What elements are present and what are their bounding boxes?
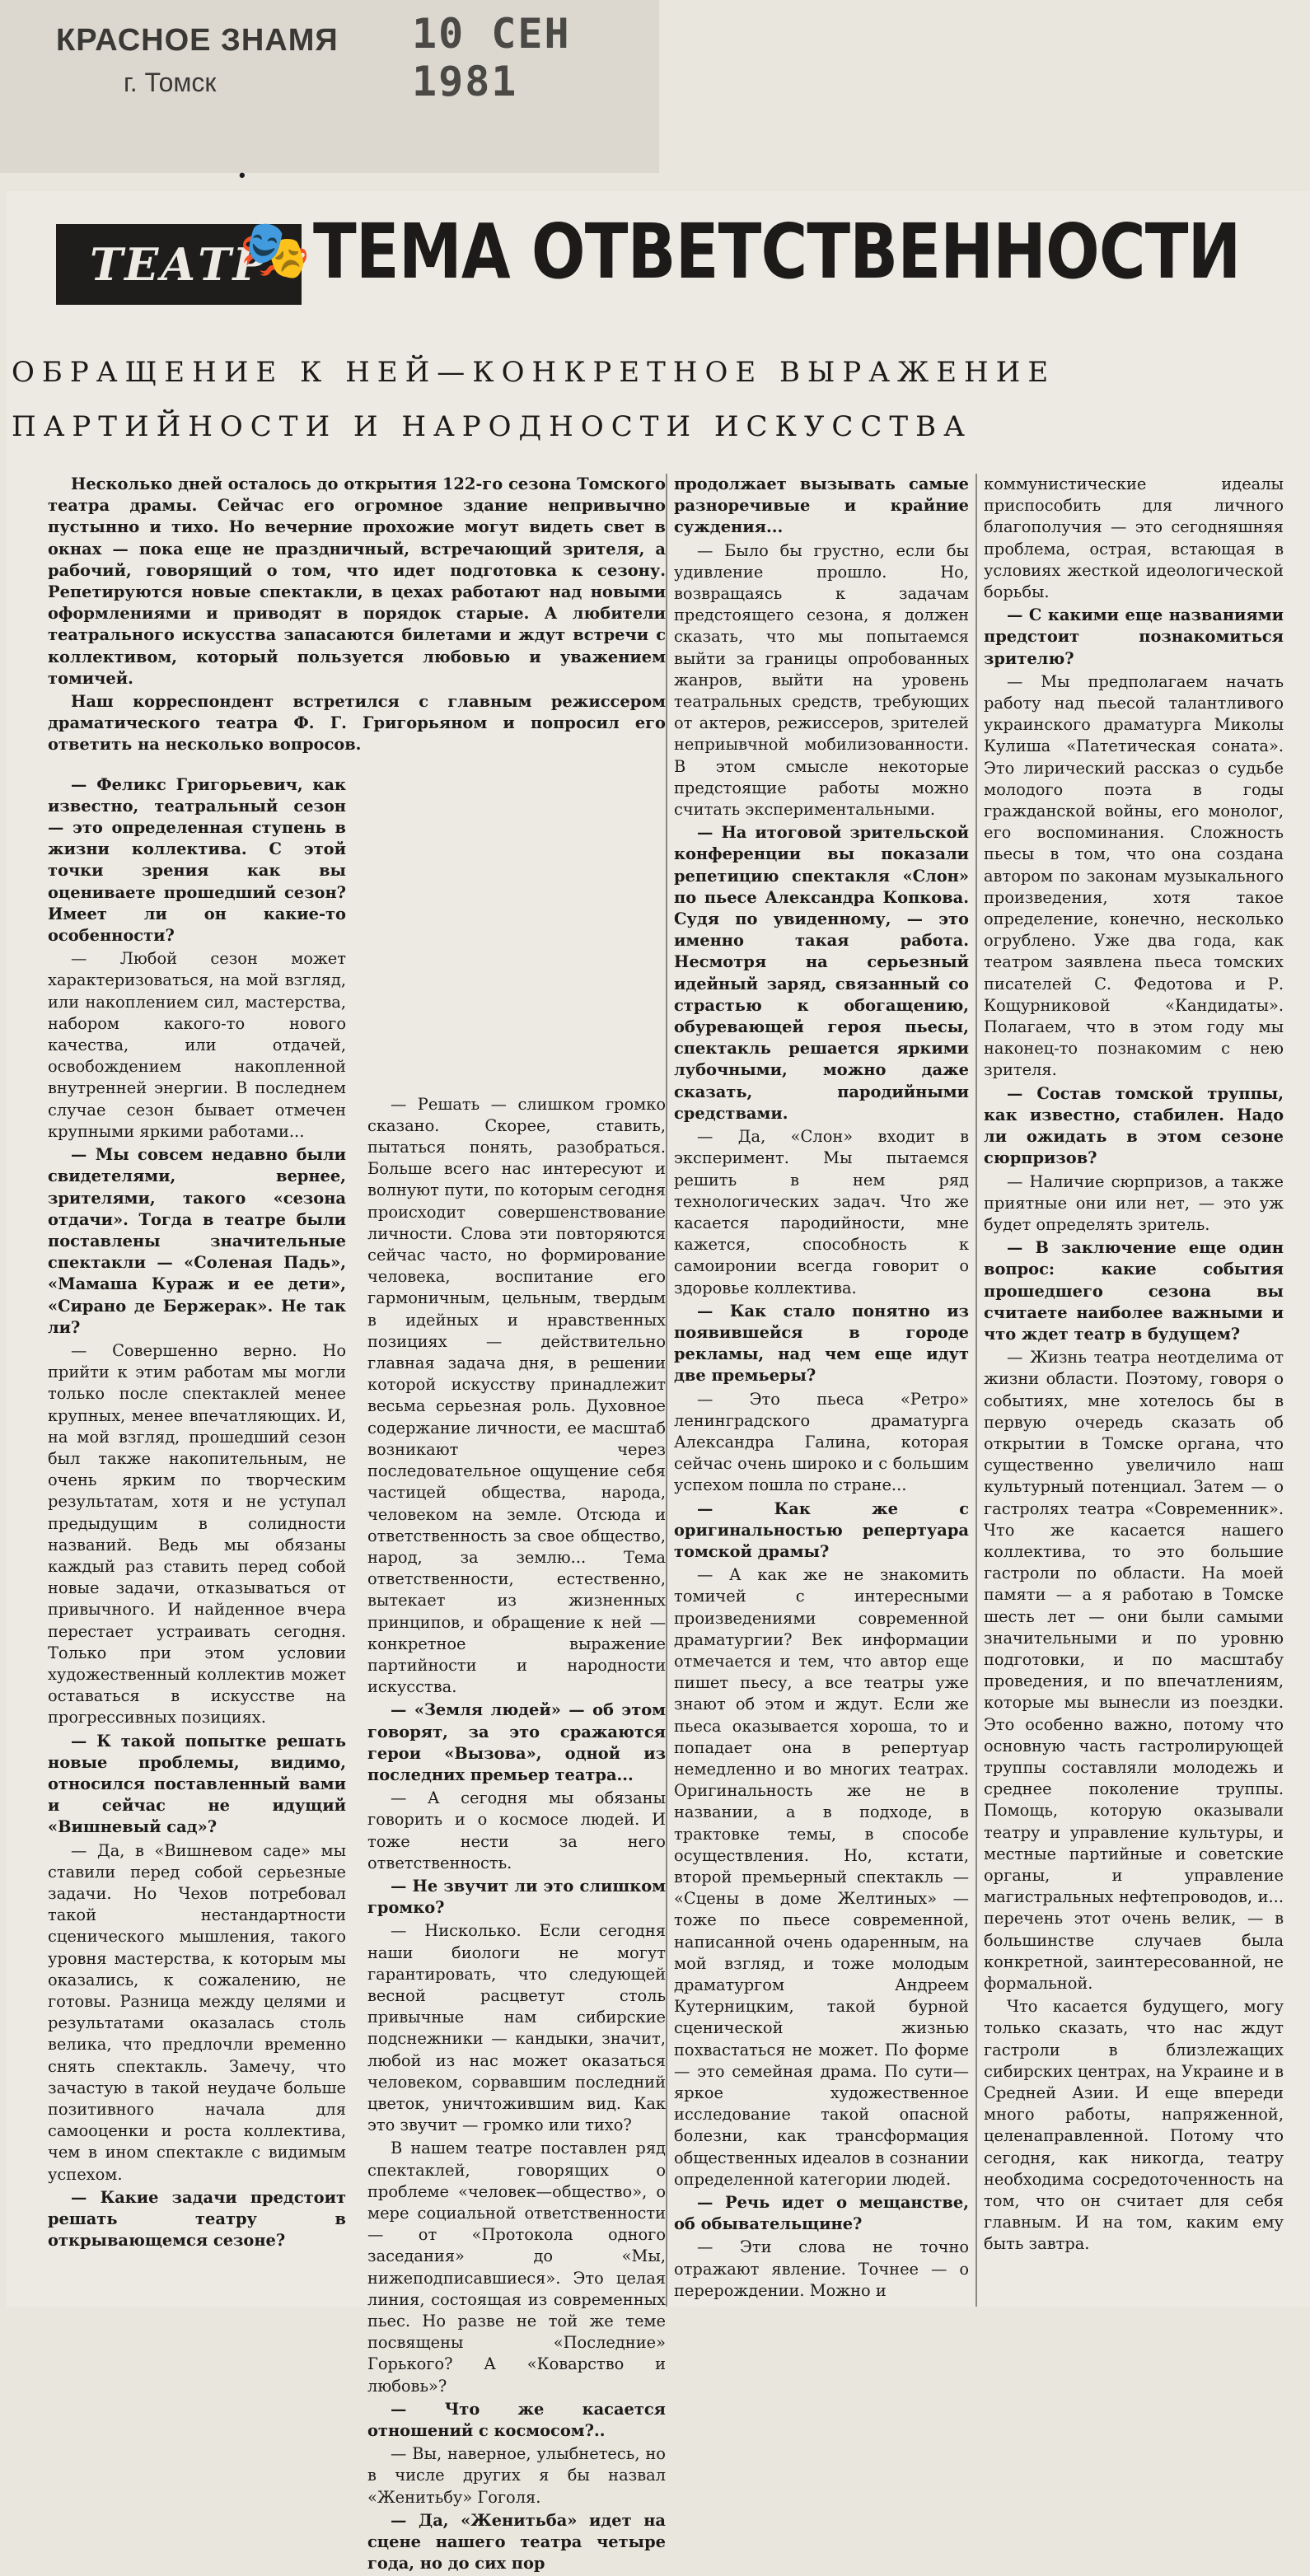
answer-paragraph: — Вы, наверное, улыбнетесь, но в числе других я бы назвал «Женитьбу» Гоголя. bbox=[367, 2444, 666, 2507]
question-paragraph: — К такой попытке решать новые проблемы, видимо, относился поставленный вами и сейчас не идущий «Вишневый сад»? bbox=[48, 1731, 346, 1837]
newspaper-name: КРАСНОЕ ЗНАМЯ bbox=[56, 23, 339, 58]
lead-paragraph: Наш корреспондент встретился с главным режиссером драматического театра Ф. Г. Григорьяном и попросил его ответить на несколько вопросов. bbox=[48, 692, 666, 755]
question-paragraph: — Как же с оригинальностью репертуара томской драмы? bbox=[674, 1498, 969, 1561]
clipping-label bbox=[0, 0, 659, 185]
question-paragraph: — Состав томской труппы, как известно, стабилен. Надо ли ожидать в этом сезоне сюрпризов? bbox=[984, 1083, 1284, 1168]
column-rule bbox=[975, 474, 977, 2307]
date-stamp: 10 СЕН 1981 bbox=[412, 10, 571, 105]
answer-paragraph: — Решать — слишком громко сказано. Скорее, ставить, пытаться понять, разобраться. Больше всего нас интересуют и волнуют пути, по которым сегодня происходит совершенствование личности. Слова эти повторяются сейчас часто, но формирование человека, воспитание его гармоничным, цельным, твердым в идейных и нравственных позициях — действительно главная задача дня, в решении которой искусству принадлежит весьма серьезная роль. Духовное содержание личности, ее масштаб возникают через последовательное ощущение себя частицей общества, народа, человеком на земле. Отсюда и ответственность за свое общество, народ, за землю... Тема ответственности, естественно, вытекает из жизненных принципов, и обращение к ней — конкретное выражение партийности и народности искусства. bbox=[367, 1094, 666, 1697]
answer-paragraph: В нашем театре поставлен ряд спектаклей, говорящих о проблеме «человек—общество», о мере социальной ответственности — от «Протокола одного заседания» до «Мы, нижеподписавшиеся». Это целая линия, состоящая из современных пьес. Но разве не той же теме посвящены «Последние» Горького? А «Коварство и любовь»? bbox=[367, 2139, 666, 2396]
article-column-4 bbox=[984, 474, 1284, 2307]
answer-paragraph: — Да, в «Вишневом саде» мы ставили перед собой серьезные задачи. Но Чехов потребовал такой нестандартности сценического мышления, такого уровня мастерства, к которым мы оказались, к сожалению, не готовы. Разница между целями и результатами оказалась столь велика, что предлочли временно снять спектакль. Замечу, что зачастую в такой неудаче больше позитивного начала для самооценки и роста коллектива, чем в ином спектакле с видимым успехом. bbox=[48, 1840, 346, 2184]
column-1-body bbox=[48, 774, 346, 2254]
answer-paragraph: — Это пьеса «Ретро» ленинградского драматурга Александра Галина, которая сейчас очень широко и с большим успехом пошла по стране... bbox=[674, 1389, 969, 1495]
question-paragraph: — В заключение еще один вопрос: какие события прошедшего сезона вы считаете наиболее важными и что ждет театр в будущем? bbox=[984, 1238, 1284, 1344]
subheadline-line-2: ПАРТИЙНОСТИ И НАРОДНОСТИ ИСКУССТВА bbox=[12, 410, 972, 443]
answer-continuation: коммунистические идеалы приспособить для личного благополучия — это сегодняшняя проблема, острая, встающая в условиях жесткой идеологической борьбы. bbox=[984, 475, 1284, 602]
answer-paragraph: — Да, «Слон» входит в эксперимент. Мы пытаемся решить в нем ряд технологических задач. Что же касается пародийности, мне кажется, способность к самоиронии всегда говорит о здоровье коллектива. bbox=[674, 1127, 969, 1297]
rubric-badge: ТЕАТР bbox=[56, 224, 302, 305]
column-2-body bbox=[367, 774, 666, 2576]
answer-paragraph: — Жизнь театра неотделима от жизни области. Поэтому, говоря о событиях, мне хотелось бы в первую очередь сказать об открытии в Томске органа, что существенно увеличило наш культурный потенциал. Затем — о гастролях театра «Современник». Что же касается нашего коллектива, то это большие гастроли по области. На моей памяти — а я работаю в Томске шесть лет — они были самыми значительными и по уровню подготовки, и по масштабу проведения, и по впечатлениям, которые мы вынесли из поездки. Это особенно важно, потому что основную часть гастролирующей труппы составляли молодежь и среднее поколение труппы. Помощь, которую оказывали театру и управление культуры, и местные партийные и советские органы, и управление магистральных нефтепроводов, и... перечень этот очень велик, — в большинстве случаев была конкретной, заинтересованной, не формальной. bbox=[984, 1348, 1284, 1994]
answer-paragraph: — Было бы грустно, если бы удивление прошло. Но, возвращаясь к задачам предстоящего сезона, я должен сказать, что мы попытаемся выйти за границы опробованных жанров, выйти на уровень театральных средств, требующих от актеров, режиссеров, зрителей неприывчной мобилизованности. В этом смысле некоторые предстоящие работы можно считать экспериментальными. bbox=[674, 540, 969, 820]
answer-paragraph: — Наличие сюрпризов, а также приятные они или нет, — это уж будет определять зритель. bbox=[984, 1171, 1284, 1234]
question-paragraph: — Феликс Григорьевич, как известно, театральный сезон — это определенная ступень в жизни коллектива. С этой точки зрения как вы оцениваете прошедший сезон? Имеет ли он какие-то особенности? bbox=[48, 774, 346, 946]
question-paragraph: — Речь идет о мещанстве, об обывательщине? bbox=[674, 2193, 969, 2234]
answer-paragraph: — А сегодня мы обязаны говорить и о космосе людей. И тоже нести за него ответственность. bbox=[367, 1788, 666, 1872]
question-paragraph: — Мы совсем недавно были свидетелями, вернее, зрителями, такого «сезона отдачи». Тогда в театре были поставлены значительные спектакли — «Соленая Падь», «Мамаша Кураж и ее дети», «Сирано де Бержерак». Не так ли? bbox=[48, 1145, 346, 1337]
answer-paragraph: — А как же не знакомить томичей с интересными произведениями современной драматургии? Век информации отмечается и тем, что автор еще пишет пьесу, а все театры уже знают об этом и ждут. Если же пьеса оказывается хороша, то и попадает она в репертуар немедленно и во многих театрах. Оригинальность же не в названии, а в подходе, в трактовке темы, в способе осуществления. Но, кстати, второй премьерный спектакль — «Сцены в доме Желтиных» — тоже по пьесе современной, написанной очень одаренным, на мой взгляд, и тоже молодым драматургом Андреем Кутерницким, такой бурной сценической жизнью похвастаться не может. По форме — это семейная драма. По сути—яркое художественное исследование такой опасной болезни, как трансформация общественных идеалов в сознании определенной категории людей. bbox=[674, 1565, 969, 2189]
column-rule bbox=[666, 474, 667, 2307]
article-column-3 bbox=[674, 474, 969, 2307]
lead-paragraph: Несколько дней осталось до открытия 122-го сезона Томского театра драмы. Сейчас его огромное здание непривычно пустынно и тихо. Но вечерние прохожие могут видеть свет в окнах — пока еще не праздничный, встречающий зрителя, а рабочий, говорящий о том, что идет подготовка к сезону. Репетируются новые спектакли, в цехах работают над новыми оформлениями и приводят в порядок старые. А любители театрального искусства запасаются билетами и ждут встречи с коллективом, который пользуется любовью и уважением томичей. bbox=[48, 475, 666, 688]
answer-paragraph: — Мы предполагаем начать работу над пьесой талантливого украинского драматурга Миколы Кулиша «Патетическая соната». Это лирический рассказ о судьбе молодого поэта в годы гражданской войны, его монолог, его воспоминания. Сложность пьесы в том, что она создана автором по законам музыкального произведения, хотя такое определение, конечно, несколько огрублено. Уже два года, как театром заявлена пьеса томских писателей С. Федотова и Р. Кощурниковой «Кандидаты». Полагаем, что в этом году мы наконец-то познакомим с нею зрителя. bbox=[984, 671, 1284, 1080]
answer-paragraph: — Эти слова не точно отражают явление. Точнее — о перерождении. Можно и bbox=[674, 2237, 969, 2300]
question-paragraph: — На итоговой зрительской конференции вы показали репетицию спектакля «Слон» по пьесе Александра Копкова. Судя по увиденному, — это именно такая работа. Несмотря на серьезный идейный заряд, связанный со страстью к обогащению, обуревающей героя пьесы, спектакль решается яркими лубочными, можно даже сказать, пародийными средствами. bbox=[674, 823, 969, 1123]
question-paragraph: — Что же касается отношений с космосом?.. bbox=[367, 2399, 666, 2441]
article-headline: ТЕМА ОТВЕТСТВЕННОСТИ bbox=[313, 208, 1241, 296]
question-paragraph: — Как стало понятно из появившейся в городе рекламы, над чем еще идут две премьеры? bbox=[674, 1301, 969, 1386]
answer-paragraph: — Любой сезон может характеризоваться, на мой взгляд, или накоплением сил, мастерства, набором какого-то нового качества, или отдачей, освобождением накопленной внутренней энергии. В последнем случае сезон бывает отмечен крупными яркими работами... bbox=[48, 949, 346, 1141]
question-paragraph: — Какие задачи предстоит решать театру в открывающемся сезоне? bbox=[48, 2187, 346, 2251]
answer-paragraph: Что касается будущего, могу только сказать, что нас ждут гастроли в близлежащих сибирских центрах, на Украине и в Средней Азии. И еще впереди много работы, напряженной, целенаправленной. Потому что сегодня, как никогда, театру необходима сосредоточенность на том, что он считает для себя главным. И на том, каким ему быть завтра. bbox=[984, 1997, 1284, 2254]
article-column-1 bbox=[48, 474, 666, 2574]
question-paragraph: — С какими еще названиями предстоит познакомиться зрителю? bbox=[984, 605, 1284, 668]
page-mark: • bbox=[239, 165, 246, 185]
answer-paragraph: — Совершенно верно. Но прийти к этим работам мы могли только после спектаклей менее крупных, менее впечатляющих. И, на мой взгляд, прошедший сезон был также накопительным, не очень ярким по творческим результатам, хотя и не уступал предыдущим в солидности названий. Ведь мы обязаны каждый раз ставить перед собой новые задачи, отказываться от привычного. И найденное вчера перестает устраивать сегодня. Только при этом условии художественный коллектив может оставаться в искусстве на прогрессивных позициях. bbox=[48, 1340, 346, 1727]
question-paragraph: — Не звучит ли это слишком громко? bbox=[367, 1876, 666, 1918]
question-paragraph: — «Земля людей» — об этом говорят, за это сражаются герои «Вызова», одной из последних премьер театра... bbox=[367, 1700, 666, 1784]
newspaper-city: г. Томск bbox=[124, 68, 217, 97]
question-continuation: продолжает вызывать самые разноречивые и крайние суждения... bbox=[674, 475, 969, 537]
subheadline-line-1: ОБРАЩЕНИЕ К НЕЙ—КОНКРЕТНОЕ ВЫРАЖЕНИЕ bbox=[12, 356, 1056, 389]
theatre-masks-icon: 🎭 bbox=[239, 216, 311, 283]
answer-paragraph: — Нисколько. Если сегодня наши биологи не могут гарантировать, что следующей весной расцветут столь привычные нам сибирские подснежники — кандыки, значит, любой из нас может оказаться человеком, сорвавшим последний цветок, уничтожившим вид. Как это звучит — громко или тихо? bbox=[367, 1921, 666, 2135]
question-paragraph: — Да, «Женитьба» идет на сцене нашего театра четыре года, но до сих пор bbox=[367, 2510, 666, 2574]
